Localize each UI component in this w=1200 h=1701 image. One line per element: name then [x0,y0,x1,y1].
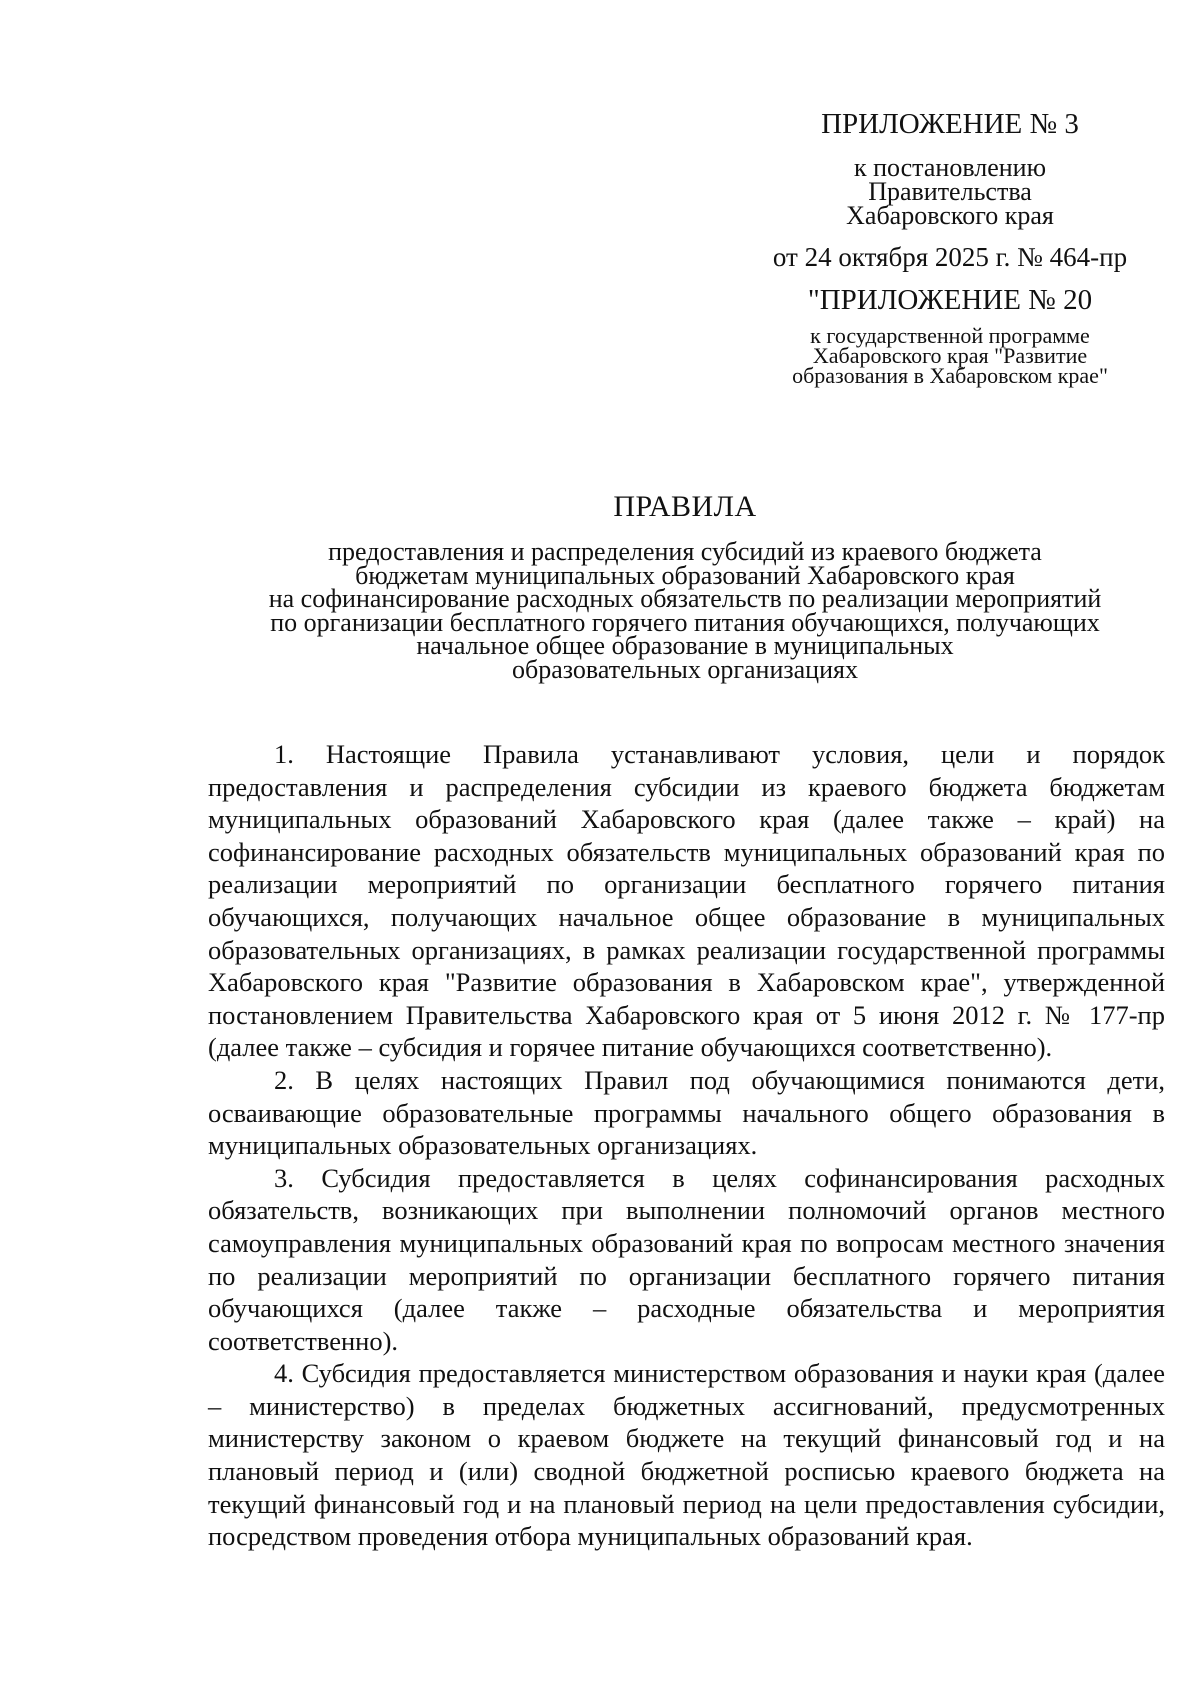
rules-subtitle-line: по организации бесплатного горячего питания обучающихся, получающих [270,607,1100,637]
appendix-line-3: Хабаровского края [846,201,1054,230]
rules-subtitle-line: предоставления и распределения субсидий из краевого бюджета [328,537,1042,566]
appendix-title: ПРИЛОЖЕНИЕ № 3 [821,108,1079,140]
rules-subtitle-line: начальное общее образование в муниципальных [416,631,954,660]
appendix-header [720,108,1180,386]
appendix-sub-1: к государственной программе [810,323,1090,348]
paragraph-2: 2. В целях настоящих Правил под обучающимися понимаются дети, осваивающие образовательные программы начального общего образования в муниципальных образовательных организациях. [208,1064,1165,1161]
rules-title: ПРАВИЛА [613,490,757,523]
rules-subtitle-line: образовательных организациях [512,654,858,684]
appendix-sub-3: образования в Хабаровском крае" [792,363,1108,388]
appendix-title-2: "ПРИЛОЖЕНИЕ № 20 [807,284,1093,316]
appendix-line-1: к постановлению [853,153,1047,182]
appendix-line-2: Правительства [868,177,1032,206]
paragraph-1: 1. Настоящие Правила устанавливают условия, цели и порядок предоставления и распределения субсидии из краевого бюджета бюджетам муниципальных образований Хабаровского края (далее также – край) на софинансирование расходных обязательств муниципальных образований края по реализации мероприятий по организации бесплатного горячего питания обучающихся, получающих начальное общее образование в муниципальных образовательных организациях, в рамках реализации государственной программы Хабаровского края "Развитие образования в Хабаровском крае", утвержденной постановлением Правительства Хабаровского края от 5 июня 2012 г. № 177-пр (далее также – субсидия и горячее питание обучающихся соответственно). [208,739,1165,1063]
appendix-date: от 24 октября 2025 г. № 464-пр [772,242,1128,272]
paragraph-3: 3. Субсидия предоставляется в целях софинансирования расходных обязательств, возникающих при выполнении полномочий органов местного самоуправления муниципальных образований края по вопросам местного значения по реализации мероприятий по организации бесплатного горячего питания обучающихся (далее также – расходные обязательства и мероприятия соответственно). [208,1162,1165,1356]
paragraph-4: 4. Субсидия предоставляется министерством образования и науки края (далее – министерство) в пределах бюджетных ассигнований, предусмотренных министерству законом о краевом бюджете на текущий финансовый год и на плановый период и (или) сводной бюджетной росписью краевого бюджета на текущий финансовый год и на плановый период на цели предоставления субсидии, посредством проведения отбора муниципальных образований края. [208,1358,1165,1552]
rules-heading [200,490,1170,684]
document-body [208,738,1165,1553]
rules-subtitle-line: бюджетам муниципальных образований Хабаровского края [355,560,1015,590]
appendix-sub-2: Хабаровского края "Развитие [812,343,1088,368]
rules-subtitle-line: на софинансирование расходных обязательств по реализации мероприятий [268,584,1102,613]
